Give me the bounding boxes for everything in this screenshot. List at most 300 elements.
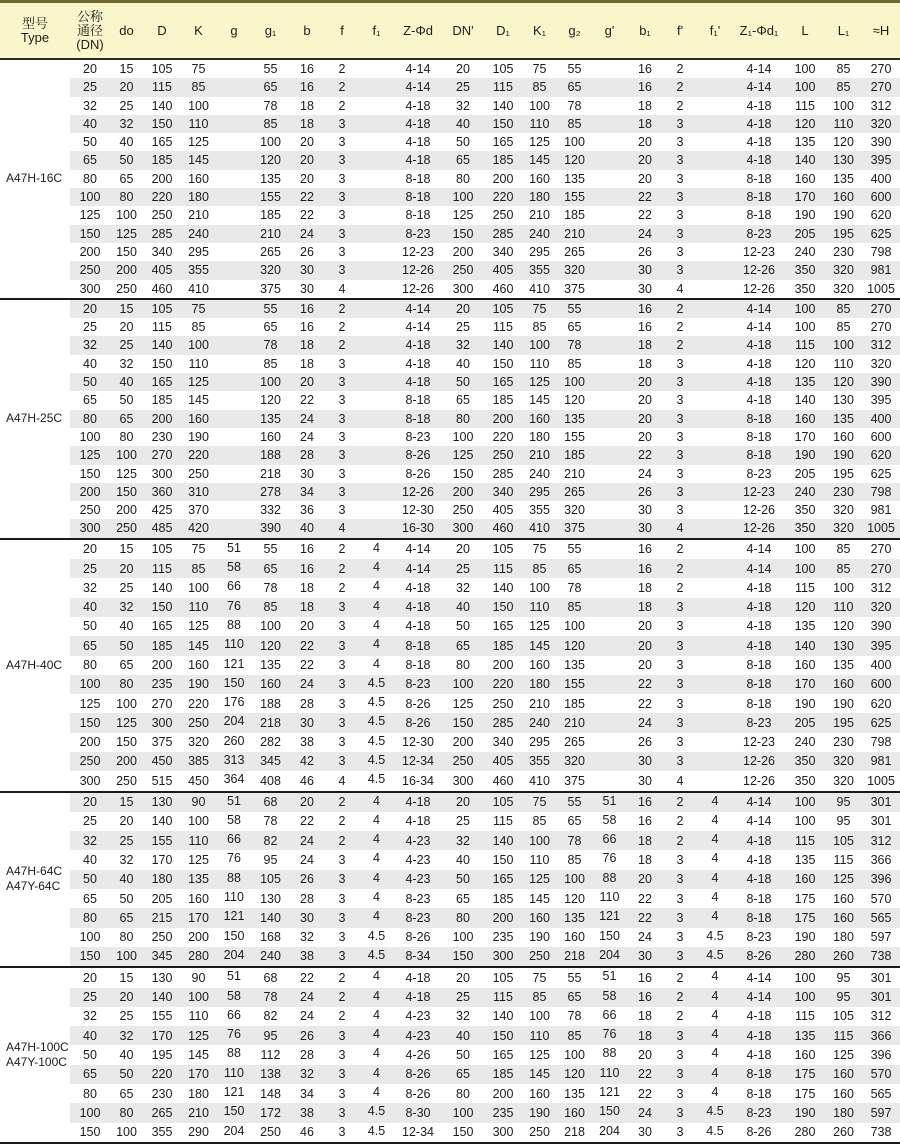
cell: 625	[862, 465, 900, 483]
cell: 204	[216, 1123, 252, 1142]
cell: 15	[110, 539, 143, 559]
col-header-g2	[557, 3, 592, 59]
table-row	[0, 771, 900, 791]
cell: 8-18	[733, 206, 785, 224]
cell: 68	[252, 792, 289, 812]
cell: 3	[325, 870, 359, 889]
cell: 265	[143, 1103, 181, 1122]
cell: 24	[627, 713, 663, 732]
cell: 230	[825, 733, 862, 752]
cell: 4-18	[394, 355, 442, 373]
cell: 16	[627, 318, 663, 336]
cell: 175	[785, 908, 825, 927]
cell: 250	[442, 752, 484, 771]
cell: 190	[825, 694, 862, 713]
cell: 20	[442, 539, 484, 559]
cell: 4-23	[394, 1026, 442, 1045]
cell: 25	[110, 97, 143, 115]
cell: 110	[825, 115, 862, 133]
cell: 32	[289, 1065, 325, 1084]
cell: 155	[143, 831, 181, 850]
cell	[216, 206, 252, 224]
cell: 301	[862, 792, 900, 812]
cell: 51	[216, 539, 252, 559]
table-row	[0, 831, 900, 850]
cell: 3	[325, 928, 359, 947]
cell	[359, 373, 394, 391]
cell: 4-14	[733, 299, 785, 318]
table-row	[0, 1123, 900, 1142]
cell: 160	[181, 656, 216, 675]
cell: 218	[252, 713, 289, 732]
cell: 4-18	[394, 967, 442, 987]
cell: 18	[627, 598, 663, 617]
cell: 50	[70, 1045, 110, 1064]
table-row	[0, 908, 900, 927]
cell: 18	[289, 115, 325, 133]
cell: 160	[785, 1045, 825, 1064]
cell: 110	[522, 598, 557, 617]
cell: 180	[522, 428, 557, 446]
cell: 8-23	[394, 889, 442, 908]
cell: 105	[143, 299, 181, 318]
cell: 185	[484, 1065, 522, 1084]
cell: 270	[862, 59, 900, 78]
cell: 2	[663, 812, 697, 831]
cell: 125	[181, 1026, 216, 1045]
cell: 4.5	[697, 1123, 733, 1142]
cell: 8-18	[394, 656, 442, 675]
cell: 160	[181, 170, 216, 188]
cell: 145	[181, 636, 216, 655]
cell: 90	[181, 967, 216, 987]
cell: 25	[442, 988, 484, 1007]
cell: 185	[484, 889, 522, 908]
cell: 3	[663, 636, 697, 655]
cell: 4-18	[733, 336, 785, 354]
cell	[697, 280, 733, 299]
cell: 175	[785, 1065, 825, 1084]
table-row	[0, 78, 900, 96]
cell: 115	[785, 578, 825, 597]
cell: 620	[862, 206, 900, 224]
cell: 12-26	[733, 280, 785, 299]
cell: 24	[289, 831, 325, 850]
cell: 32	[442, 831, 484, 850]
cell: 170	[785, 675, 825, 694]
cell: 20	[627, 870, 663, 889]
cell: 3	[325, 713, 359, 732]
cell	[359, 206, 394, 224]
cell	[697, 598, 733, 617]
cell: 16	[289, 539, 325, 559]
cell: 2	[325, 78, 359, 96]
cell: 218	[557, 947, 592, 967]
cell: 390	[862, 373, 900, 391]
cell: 4	[663, 280, 697, 299]
cell	[697, 483, 733, 501]
cell: 65	[557, 318, 592, 336]
cell: 30	[627, 947, 663, 967]
cell: 185	[143, 636, 181, 655]
cell: 22	[289, 391, 325, 409]
cell: 25	[70, 988, 110, 1007]
cell: 2	[325, 967, 359, 987]
cell: 4	[663, 771, 697, 791]
cell: 185	[484, 636, 522, 655]
cell	[216, 225, 252, 243]
cell: 100	[522, 97, 557, 115]
cell: 105	[484, 59, 522, 78]
cell	[592, 636, 627, 655]
cell: 190	[522, 1103, 557, 1122]
cell: 22	[289, 967, 325, 987]
cell	[216, 188, 252, 206]
cell: 4	[359, 908, 394, 927]
cell: 485	[143, 519, 181, 538]
cell: 50	[442, 373, 484, 391]
cell: 20	[70, 299, 110, 318]
cell: 125	[110, 465, 143, 483]
cell: 215	[143, 908, 181, 927]
cell: 4-18	[394, 133, 442, 151]
cell: 250	[181, 465, 216, 483]
cell: 165	[484, 617, 522, 636]
cell: 18	[627, 1007, 663, 1026]
cell	[697, 151, 733, 169]
cell: 16	[627, 988, 663, 1007]
cell: 2	[325, 559, 359, 578]
cell: 115	[484, 988, 522, 1007]
cell: 22	[627, 1084, 663, 1103]
cell: 185	[252, 206, 289, 224]
cell: 85	[825, 318, 862, 336]
cell: 8-26	[394, 1065, 442, 1084]
cell: 625	[862, 713, 900, 732]
cell: 4.5	[359, 1123, 394, 1142]
cell: 310	[181, 483, 216, 501]
cell: 4-14	[733, 967, 785, 987]
cell: 110	[522, 115, 557, 133]
cell	[592, 225, 627, 243]
cell: 230	[825, 243, 862, 261]
cell: 8-18	[394, 206, 442, 224]
cell: 120	[785, 115, 825, 133]
cell: 32	[110, 355, 143, 373]
cell: 55	[557, 539, 592, 559]
cell: 25	[110, 578, 143, 597]
cell: 65	[70, 391, 110, 409]
cell: 460	[143, 280, 181, 299]
cell: 25	[110, 1007, 143, 1026]
cell: 235	[143, 675, 181, 694]
cell: 168	[252, 928, 289, 947]
cell: 3	[325, 133, 359, 151]
cell: 396	[862, 870, 900, 889]
cell: 22	[627, 908, 663, 927]
cell: 145	[522, 151, 557, 169]
cell: 370	[181, 501, 216, 519]
cell	[592, 752, 627, 771]
cell: 250	[252, 1123, 289, 1142]
cell: 140	[143, 578, 181, 597]
cell: 100	[70, 428, 110, 446]
cell: 120	[557, 889, 592, 908]
cell: 3	[325, 428, 359, 446]
cell: 58	[216, 988, 252, 1007]
cell: 155	[557, 675, 592, 694]
cell: 160	[825, 1065, 862, 1084]
cell: 120	[252, 636, 289, 655]
cell: 12-26	[394, 280, 442, 299]
cell: 2	[663, 59, 697, 78]
cell: 160	[252, 675, 289, 694]
table-row	[0, 988, 900, 1007]
cell	[697, 636, 733, 655]
cell: 340	[484, 243, 522, 261]
cell: 3	[663, 446, 697, 464]
cell: 38	[289, 1103, 325, 1122]
cell: 2	[325, 299, 359, 318]
cell: 320	[557, 501, 592, 519]
cell: 4.5	[697, 1103, 733, 1122]
cell: 125	[181, 850, 216, 869]
cell: 200	[442, 733, 484, 752]
cell: 4	[359, 1065, 394, 1084]
cell: 4	[697, 967, 733, 987]
cell	[697, 188, 733, 206]
cell: 738	[862, 1123, 900, 1142]
cell: 355	[522, 261, 557, 279]
cell: 20	[289, 151, 325, 169]
cell	[697, 243, 733, 261]
cell: 95	[825, 812, 862, 831]
cell: 160	[825, 428, 862, 446]
cell: 12-26	[733, 261, 785, 279]
cell	[697, 617, 733, 636]
cell: 150	[592, 928, 627, 947]
cell: 200	[442, 243, 484, 261]
cell: 130	[143, 967, 181, 987]
cell: 16	[627, 59, 663, 78]
cell: 240	[522, 713, 557, 732]
cell: 185	[557, 206, 592, 224]
cell: 150	[216, 928, 252, 947]
cell: 100	[110, 446, 143, 464]
cell: 32	[442, 1007, 484, 1026]
cell: 125	[181, 133, 216, 151]
cell: 460	[484, 771, 522, 791]
cell: 24	[627, 465, 663, 483]
cell: 112	[252, 1045, 289, 1064]
cell	[359, 225, 394, 243]
cell: 121	[216, 656, 252, 675]
cell: 3	[663, 501, 697, 519]
cell: 170	[785, 428, 825, 446]
cell: 460	[484, 519, 522, 538]
cell: 105	[484, 792, 522, 812]
col-header-f1	[359, 3, 394, 59]
cell: 3	[663, 928, 697, 947]
cell: 4-18	[394, 598, 442, 617]
cell: 4-18	[733, 636, 785, 655]
cell: 265	[557, 733, 592, 752]
cell: 285	[484, 465, 522, 483]
cell: 395	[862, 636, 900, 655]
cell: 250	[522, 1123, 557, 1142]
cell: 190	[785, 206, 825, 224]
cell	[592, 318, 627, 336]
cell: 3	[663, 133, 697, 151]
cell: 218	[252, 465, 289, 483]
cell: 40	[110, 373, 143, 391]
cell: 2	[325, 59, 359, 78]
cell: 3	[663, 675, 697, 694]
cell: 312	[862, 831, 900, 850]
cell	[592, 539, 627, 559]
cell: 4-14	[733, 59, 785, 78]
cell: 170	[181, 908, 216, 927]
cell: 4-18	[733, 1045, 785, 1064]
cell: 16	[627, 967, 663, 987]
cell: 20	[627, 133, 663, 151]
cell: 51	[592, 792, 627, 812]
cell: 1005	[862, 519, 900, 538]
cell: 798	[862, 733, 900, 752]
cell: 4	[697, 831, 733, 850]
cell: 32	[442, 336, 484, 354]
cell: 50	[110, 151, 143, 169]
cell: 185	[143, 151, 181, 169]
cell: 46	[289, 1123, 325, 1142]
cell	[697, 170, 733, 188]
cell: 4	[359, 598, 394, 617]
cell: 135	[785, 850, 825, 869]
cell: 150	[70, 1123, 110, 1142]
cell	[359, 115, 394, 133]
cell: 600	[862, 675, 900, 694]
cell: 38	[289, 947, 325, 967]
cell: 565	[862, 1084, 900, 1103]
cell: 350	[785, 519, 825, 538]
cell: 100	[442, 1103, 484, 1122]
table-row	[0, 578, 900, 597]
cell: 8-26	[733, 947, 785, 967]
cell: 3	[325, 636, 359, 655]
cell: 36	[289, 501, 325, 519]
cell: 40	[70, 355, 110, 373]
table-row	[0, 889, 900, 908]
cell: 4	[325, 771, 359, 791]
cell: 125	[522, 373, 557, 391]
cell	[359, 97, 394, 115]
table-row	[0, 812, 900, 831]
col-header-line: DN'	[452, 22, 474, 38]
cell: 190	[181, 428, 216, 446]
cell	[216, 519, 252, 538]
table-row	[0, 465, 900, 483]
cell: 85	[522, 559, 557, 578]
table-row	[0, 713, 900, 732]
cell: 4-18	[733, 1007, 785, 1026]
cell: 115	[825, 1026, 862, 1045]
cell: 115	[484, 78, 522, 96]
cell: 180	[825, 1103, 862, 1122]
cell: 3	[325, 446, 359, 464]
cell: 8-26	[394, 1084, 442, 1103]
cell: 20	[289, 170, 325, 188]
cell: 210	[181, 206, 216, 224]
cell: 65	[70, 889, 110, 908]
cell	[359, 151, 394, 169]
cell: 4	[697, 870, 733, 889]
cell: 110	[522, 1026, 557, 1045]
cell	[216, 78, 252, 96]
cell: 3	[663, 656, 697, 675]
table-row	[0, 1084, 900, 1103]
cell: 3	[325, 243, 359, 261]
cell	[697, 771, 733, 791]
cell: 200	[70, 733, 110, 752]
cell: 26	[289, 870, 325, 889]
cell: 3	[663, 1084, 697, 1103]
cell: 20	[627, 410, 663, 428]
cell: 2	[663, 988, 697, 1007]
cell: 40	[70, 598, 110, 617]
cell: 270	[143, 446, 181, 464]
cell: 410	[181, 280, 216, 299]
cell: 3	[325, 752, 359, 771]
cell	[359, 410, 394, 428]
cell: 400	[862, 656, 900, 675]
cell: 20	[442, 792, 484, 812]
cell: 4	[359, 617, 394, 636]
cell	[216, 501, 252, 519]
cell: 190	[785, 694, 825, 713]
cell: 3	[325, 225, 359, 243]
cell: 88	[592, 1045, 627, 1064]
cell: 160	[825, 188, 862, 206]
cell: 115	[825, 850, 862, 869]
cell: 8-18	[394, 391, 442, 409]
cell: 4-18	[394, 373, 442, 391]
cell: 12-26	[394, 261, 442, 279]
cell: 75	[522, 299, 557, 318]
cell: 135	[825, 410, 862, 428]
cell	[697, 539, 733, 559]
table-row	[0, 428, 900, 446]
cell: 85	[522, 812, 557, 831]
cell: 515	[143, 771, 181, 791]
cell: 100	[70, 1103, 110, 1122]
cell: 8-18	[733, 410, 785, 428]
cell: 150	[592, 1103, 627, 1122]
cell: 400	[862, 410, 900, 428]
cell: 20	[110, 559, 143, 578]
cell: 3	[663, 752, 697, 771]
cell: 65	[442, 391, 484, 409]
cell: 85	[181, 318, 216, 336]
cell: 250	[442, 501, 484, 519]
cell: 282	[252, 733, 289, 752]
cell: 66	[592, 1007, 627, 1026]
cell: 85	[252, 355, 289, 373]
cell: 250	[181, 713, 216, 732]
cell: 68	[252, 967, 289, 987]
cell	[697, 578, 733, 597]
cell: 3	[325, 465, 359, 483]
cell: 155	[143, 1007, 181, 1026]
